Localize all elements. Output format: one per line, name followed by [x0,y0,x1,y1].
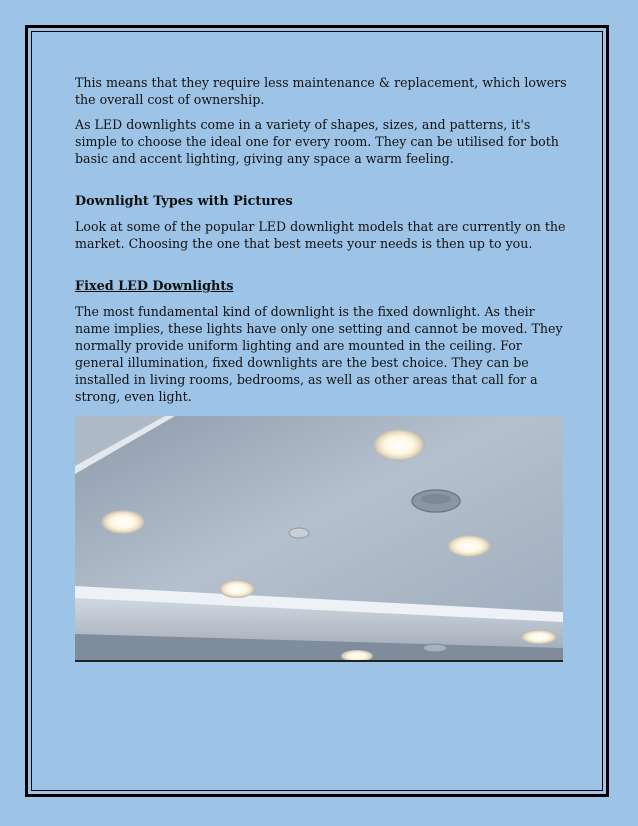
paragraph-maintenance: This means that they require less maintenance & replacement, which lowers the overall cost of ownership. [75,75,567,107]
paragraph-fixed-downlights: The most fundamental kind of downlight is the fixed downlight. As their name implies, these lights have only one setting and cannot be moved. They normally provide uniform lighting and are mounted in the ceiling. For general illumination, fixed downlights are the best choice. They can be installed in living rooms, bedrooms, as well as other areas that call for a strong, even light. [75,304,563,404]
heading-downlight-types: Downlight Types with Pictures [75,194,293,209]
heading-fixed-led-downlights: Fixed LED Downlights [75,279,234,294]
document-body [75,74,567,413]
paragraph-popular-models: Look at some of the popular LED downlight models that are currently on the market. Choosing the one that best meets your needs is then up to you. [75,219,566,251]
ceiling-downlights-photo [75,416,563,662]
paragraph-shapes-sizes: As LED downlights come in a variety of shapes, sizes, and patterns, it's simple to choose the ideal one for every room. They can be utilised for both basic and accent lighting, giving any space a warm feeling. [75,117,559,166]
